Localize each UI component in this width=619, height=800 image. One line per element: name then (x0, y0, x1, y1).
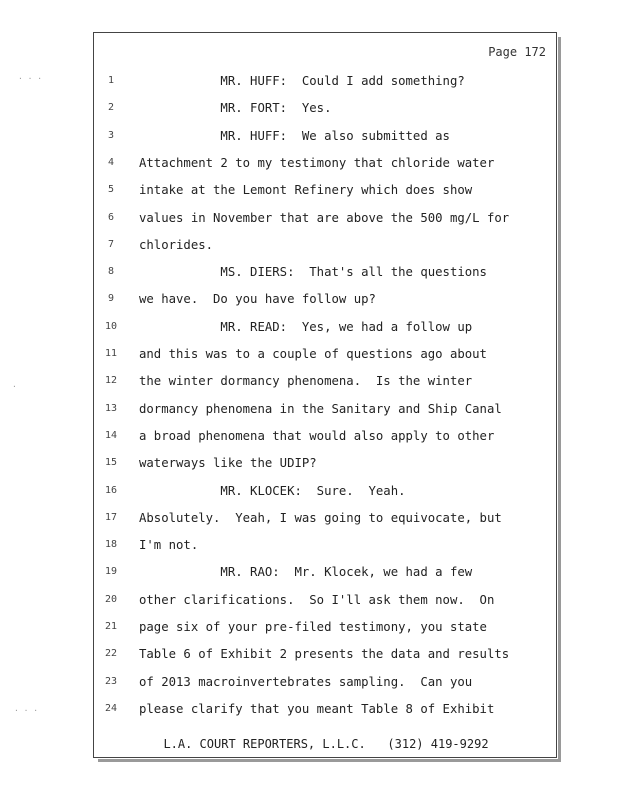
scan-mark: · · · (18, 74, 43, 83)
transcript-line (94, 399, 558, 419)
line-number: 11 (104, 348, 118, 359)
transcript-line (94, 317, 558, 337)
line-text: page six of your pre-filed testimony, you state (139, 620, 487, 634)
line-text: Table 6 of Exhibit 2 presents the data and results (139, 647, 510, 662)
transcript-line (94, 126, 558, 146)
line-text: and this was to a couple of questions ago about (139, 347, 487, 361)
transcript-line (94, 481, 558, 501)
transcript-line (94, 590, 558, 610)
line-number: 1 (107, 75, 115, 86)
line-number: 22 (104, 648, 118, 660)
page-shadow-right (558, 37, 561, 762)
line-number: 23 (104, 675, 118, 687)
line-text: other clarifications. So I'll ask them now. On (139, 592, 495, 607)
line-text: MR. RAO: Mr. Klocek, we had a few (139, 565, 473, 580)
transcript-line (94, 98, 558, 118)
line-number: 12 (104, 375, 118, 387)
line-text: we have. Do you have follow up? (139, 292, 376, 307)
line-number: 5 (107, 184, 115, 196)
page-number: Page 172 (488, 45, 546, 59)
transcript-page (93, 32, 557, 758)
line-number: 7 (107, 238, 115, 250)
footer-reporter: L.A. COURT REPORTERS, L.L.C. (312) 419-9292 (163, 737, 489, 751)
line-text: of 2013 macroinvertebrates sampling. Can you (139, 674, 473, 689)
line-number: 6 (107, 211, 115, 223)
line-number: 8 (107, 266, 115, 278)
line-text: Attachment 2 to my testimony that chloride water (139, 155, 495, 170)
transcript-line (94, 699, 558, 719)
line-number: 4 (107, 156, 115, 168)
scan-mark: · · · (14, 706, 39, 715)
page-shadow-bottom (98, 759, 561, 762)
line-text: MR. HUFF: We also submitted as (139, 128, 450, 143)
line-text: waterways like the UDIP? (139, 456, 317, 471)
line-number: 13 (104, 402, 118, 414)
transcript-line (94, 180, 558, 200)
transcript-line (94, 208, 558, 228)
line-number: 17 (104, 511, 118, 523)
transcript-line (94, 562, 558, 582)
line-text: I'm not. (139, 538, 199, 553)
line-number: 24 (104, 702, 118, 714)
line-number: 15 (104, 457, 118, 469)
line-text: Absolutely. Yeah, I was going to equivocate, but (139, 510, 502, 525)
scan-mark: · (12, 382, 17, 391)
transcript-line (94, 453, 558, 473)
line-number: 21 (104, 621, 118, 632)
transcript-line (94, 71, 558, 91)
line-text: dormancy phenomena in the Sanitary and Ship Canal (139, 401, 502, 416)
line-text: the winter dormancy phenomena. Is the winter (139, 374, 473, 389)
line-text: values in November that are above the 500 mg/L for (139, 210, 510, 225)
transcript-line (94, 508, 558, 528)
transcript-line (94, 153, 558, 173)
transcript-line (94, 235, 558, 255)
transcript-line (94, 644, 558, 664)
transcript-line (94, 672, 558, 692)
line-text: MR. KLOCEK: Sure. Yeah. (139, 483, 406, 498)
line-number: 9 (107, 293, 115, 305)
line-number: 3 (107, 129, 115, 141)
line-text: a broad phenomena that would also apply to other (139, 428, 495, 443)
transcript-line (94, 344, 558, 364)
transcript-line (94, 289, 558, 309)
line-text: chlorides. (139, 237, 214, 252)
line-text: please clarify that you meant Table 8 of Exhibit (139, 701, 495, 716)
line-text: MR. HUFF: Could I add something? (139, 74, 465, 88)
transcript-line (94, 617, 558, 637)
line-number: 16 (104, 484, 118, 496)
line-text: MR. FORT: Yes. (139, 101, 332, 116)
transcript-line (94, 371, 558, 391)
transcript-line (94, 535, 558, 555)
line-number: 20 (104, 593, 118, 605)
transcript-line (94, 262, 558, 282)
line-number: 10 (104, 320, 118, 332)
line-number: 18 (104, 539, 118, 551)
transcript-line (94, 426, 558, 446)
line-text: intake at the Lemont Refinery which does show (139, 183, 473, 198)
line-number: 19 (104, 566, 118, 578)
line-text: MS. DIERS: That's all the questions (139, 265, 487, 280)
line-number: 14 (104, 429, 118, 441)
line-number: 2 (107, 102, 115, 114)
line-text: MR. READ: Yes, we had a follow up (139, 319, 473, 334)
